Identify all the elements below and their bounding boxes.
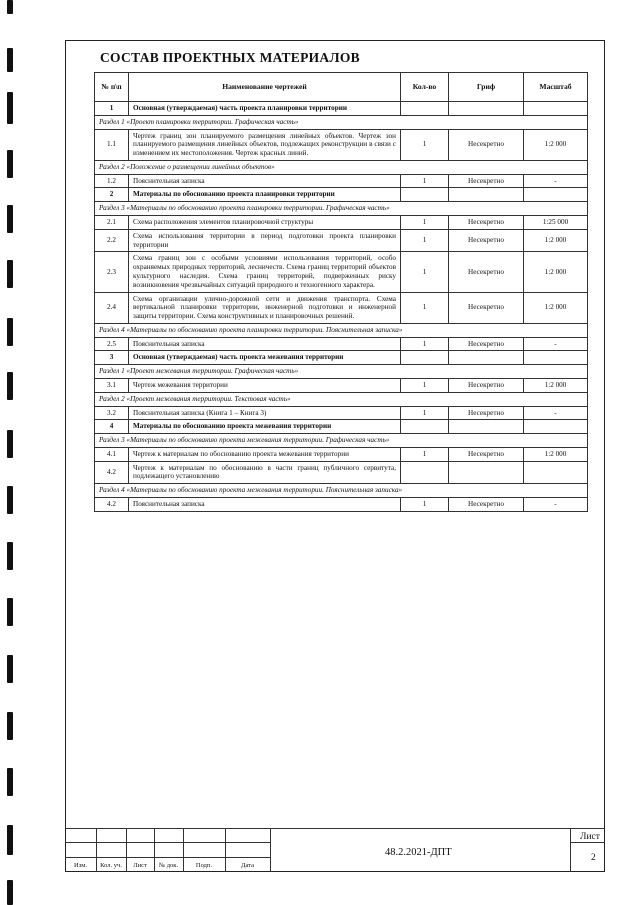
page-title: СОСТАВ ПРОЕКТНЫХ МАТЕРИАЛОВ <box>100 50 360 65</box>
binding-mark <box>7 48 13 72</box>
document-code: 48.2.2021-ДПТ <box>385 847 452 858</box>
section-row <box>95 484 588 498</box>
row-stamp <box>449 351 524 365</box>
row-quantity: 1 <box>401 252 449 292</box>
row-quantity: 1 <box>401 229 449 252</box>
stamp-line <box>570 842 605 843</box>
row-scale: 1:2 000 <box>524 378 588 392</box>
section-title: Раздел 3 «Материалы по обоснованию проекта межевания территории. Графическая часть» <box>95 434 588 448</box>
binding-mark <box>7 880 13 905</box>
table-row <box>95 292 588 323</box>
stamp-divider <box>270 828 271 872</box>
table-header-row <box>95 73 588 102</box>
section-title: Раздел 2 «Положение о размещении линейных объектов» <box>95 160 588 174</box>
row-scale <box>524 420 588 434</box>
row-scale: 1:2 000 <box>524 129 588 160</box>
table-row <box>95 406 588 420</box>
section-row <box>95 115 588 129</box>
binding-mark <box>7 655 13 683</box>
row-name: Чертеж межевания территории <box>129 378 401 392</box>
binding-mark <box>7 825 13 855</box>
row-name: Пояснительная записка (Книга 1 – Книга 3) <box>129 406 401 420</box>
row-name: Схема расположения элементов планировочной структуры <box>129 216 401 230</box>
header-name: Наименование чертежей <box>129 73 401 102</box>
row-quantity <box>401 188 449 202</box>
row-quantity: 1 <box>401 174 449 188</box>
materials-table <box>94 72 588 512</box>
table-row <box>95 216 588 230</box>
row-quantity: 1 <box>401 406 449 420</box>
row-name: Пояснительная записка <box>129 498 401 512</box>
row-name: Пояснительная записка <box>129 174 401 188</box>
row-name: Материалы по обоснованию проекта планировки территории <box>129 188 401 202</box>
binding-mark <box>7 150 13 178</box>
row-scale: 1:25 000 <box>524 216 588 230</box>
binding-mark <box>7 542 13 570</box>
part-row <box>95 102 588 116</box>
row-scale: - <box>524 406 588 420</box>
row-quantity: 1 <box>401 378 449 392</box>
section-row <box>95 323 588 337</box>
row-stamp <box>449 461 524 484</box>
row-number: 2.5 <box>95 337 129 351</box>
binding-mark <box>7 712 13 740</box>
row-quantity <box>401 461 449 484</box>
section-title: Раздел 1 «Проект планировки территории. Графическая часть» <box>95 115 588 129</box>
row-name: Основная (утверждаемая) часть проекта межевания территории <box>129 351 401 365</box>
table-row <box>95 447 588 461</box>
binding-mark <box>7 430 13 458</box>
section-row <box>95 434 588 448</box>
sheet-label: Лист <box>580 832 600 842</box>
stamp-line <box>65 828 605 829</box>
row-name: Материалы по обоснованию проекта межевания территории <box>129 420 401 434</box>
title-block <box>65 828 605 872</box>
row-quantity <box>401 102 449 116</box>
section-title: Раздел 1 «Проект межевания территории. Графическая часть» <box>95 365 588 379</box>
binding-mark <box>7 486 13 514</box>
binding-mark <box>7 372 13 400</box>
row-quantity: 1 <box>401 216 449 230</box>
stamp-label-date: Дата <box>241 862 254 869</box>
table-row <box>95 378 588 392</box>
row-stamp: Несекретно <box>449 406 524 420</box>
row-stamp <box>449 188 524 202</box>
row-stamp <box>449 102 524 116</box>
row-scale: 1:2 000 <box>524 252 588 292</box>
row-stamp: Несекретно <box>449 337 524 351</box>
header-stamp: Гриф <box>449 73 524 102</box>
row-number: 2.3 <box>95 252 129 292</box>
stamp-label-signature: Подп. <box>195 862 213 869</box>
row-stamp: Несекретно <box>449 174 524 188</box>
row-quantity: 1 <box>401 498 449 512</box>
section-title: Раздел 2 «Проект межевания территории. Текстовая часть» <box>95 392 588 406</box>
row-scale: - <box>524 174 588 188</box>
row-scale: - <box>524 337 588 351</box>
row-number: 1.1 <box>95 129 129 160</box>
row-name: Схема использования территории в период подготовки проекта планировки территории <box>129 229 401 252</box>
section-row <box>95 392 588 406</box>
header-scale: Масштаб <box>524 73 588 102</box>
row-number: 2 <box>95 188 129 202</box>
row-number: 3.2 <box>95 406 129 420</box>
row-scale <box>524 188 588 202</box>
section-title: Раздел 3 «Материалы по обоснованию проекта планировки территории. Графическая часть» <box>95 202 588 216</box>
row-scale: 1:2 000 <box>524 292 588 323</box>
row-name: Чертеж границ зон планируемого размещения линейных объектов. Чертеж зон планируемого размещения линейных объектов, подлежащих реконструкции в связи с изменением их местоположения. Чертеж красных линий. <box>129 129 401 160</box>
row-number: 2.1 <box>95 216 129 230</box>
binding-mark <box>7 0 13 14</box>
row-scale <box>524 351 588 365</box>
row-stamp: Несекретно <box>449 378 524 392</box>
binding-mark <box>7 598 13 626</box>
binding-mark <box>7 318 13 346</box>
stamp-label-change: Изм. <box>74 862 87 869</box>
section-row <box>95 365 588 379</box>
section-row <box>95 160 588 174</box>
header-num: № п\п <box>95 73 129 102</box>
row-stamp: Несекретно <box>449 498 524 512</box>
row-stamp: Несекретно <box>449 229 524 252</box>
row-scale: 1:2 000 <box>524 447 588 461</box>
row-quantity <box>401 351 449 365</box>
binding-mark <box>7 260 13 288</box>
stamp-divider <box>570 828 571 872</box>
row-stamp: Несекретно <box>449 129 524 160</box>
row-number: 3.1 <box>95 378 129 392</box>
row-quantity <box>401 420 449 434</box>
row-quantity: 1 <box>401 337 449 351</box>
row-name: Схема границ зон с особыми условиями использования территорий, особо охраняемых природных территорий, лесничеств. Схема границ территорий объектов культурного наследия. Схема границ территорий, подверженных риску возникновения чрезвычайных ситуаций природного и техногенного характера. <box>129 252 401 292</box>
row-name: Схема организации улично-дорожной сети и движения транспорта. Схема вертикальной планировки территории, инженерной подготовки и инженерной защиты территории. Схема конструктивных и планировочных решений. <box>129 292 401 323</box>
binding-mark <box>7 92 13 124</box>
binding-mark <box>7 205 13 233</box>
table-row <box>95 498 588 512</box>
header-qty: Кол-во <box>401 73 449 102</box>
row-quantity: 1 <box>401 129 449 160</box>
row-number: 4.2 <box>95 461 129 484</box>
row-stamp: Несекретно <box>449 447 524 461</box>
row-number: 1.2 <box>95 174 129 188</box>
section-title: Раздел 4 «Материалы по обоснованию проекта планировки территории. Пояснительная записка» <box>95 323 588 337</box>
row-scale: - <box>524 498 588 512</box>
row-stamp: Несекретно <box>449 216 524 230</box>
part-row <box>95 420 588 434</box>
table-row <box>95 229 588 252</box>
row-number: 2.4 <box>95 292 129 323</box>
row-name: Чертеж к материалам по обоснованию проекта межевания территории <box>129 447 401 461</box>
part-row <box>95 351 588 365</box>
table-row <box>95 252 588 292</box>
row-name: Пояснительная записка <box>129 337 401 351</box>
row-scale <box>524 461 588 484</box>
row-stamp <box>449 420 524 434</box>
row-name: Основная (утверждаемая) часть проекта планировки территории <box>129 102 401 116</box>
table-row <box>95 461 588 484</box>
row-number: 2.2 <box>95 229 129 252</box>
row-number: 4 <box>95 420 129 434</box>
row-stamp: Несекретно <box>449 252 524 292</box>
row-quantity: 1 <box>401 447 449 461</box>
stamp-label-count: Кол. уч. <box>100 862 122 869</box>
row-number: 4.2 <box>95 498 129 512</box>
row-scale <box>524 102 588 116</box>
table-row <box>95 337 588 351</box>
row-scale: 1:2 000 <box>524 229 588 252</box>
stamp-label-sheet: Лист <box>133 862 147 869</box>
table-row <box>95 174 588 188</box>
table-row <box>95 129 588 160</box>
stamp-label-docnum: № док. <box>158 862 179 869</box>
sheet-number: 2 <box>591 853 596 863</box>
row-name: Чертеж к материалам по обоснованию в части границ публичного сервитута, подлежащего установлению <box>129 461 401 484</box>
part-row <box>95 188 588 202</box>
row-number: 3 <box>95 351 129 365</box>
row-stamp: Несекретно <box>449 292 524 323</box>
binding-mark <box>7 768 13 796</box>
row-quantity: 1 <box>401 292 449 323</box>
row-number: 1 <box>95 102 129 116</box>
section-row <box>95 202 588 216</box>
section-title: Раздел 4 «Материалы по обоснованию проекта межевания территории. Пояснительная записка» <box>95 484 588 498</box>
row-number: 4.1 <box>95 447 129 461</box>
